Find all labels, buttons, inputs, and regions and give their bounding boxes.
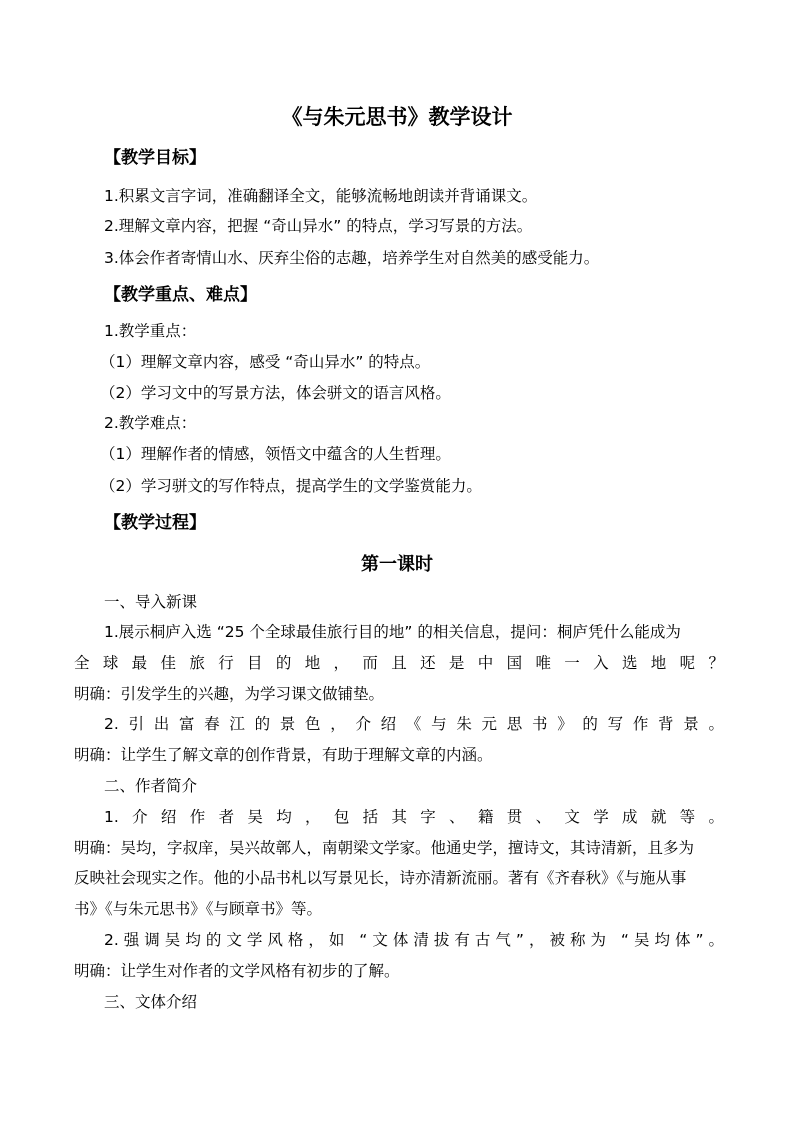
key-point-item-1: （1）理解文章内容，感受 “奇山异水” 的特点。 bbox=[100, 353, 431, 371]
part2-paragraph2-line1: 2.强调吴均的文学风格，如 “文体清拔有古气”，被称为 “吴均体”。 bbox=[104, 931, 724, 949]
part2-paragraph1-line2: 明确：吴均，字叔庠，吴兴故鄣人，南朝梁文学家。他通史学，擅诗文，其诗清新，且多为 bbox=[74, 839, 695, 857]
difficult-point-item-1: （1）理解作者的情感，领悟文中蕴含的人生哲理。 bbox=[100, 445, 451, 463]
part2-paragraph1-line1: 1.介绍作者吴均，包括其字、籍贯、文学成就等。 bbox=[104, 808, 724, 826]
part2-paragraph2-line2: 明确：让学生对作者的文学风格有初步的了解。 bbox=[74, 962, 400, 980]
difficult-point-item-2: （2）学习骈文的写作特点，提高学生的文学鉴赏能力。 bbox=[100, 477, 482, 495]
part2-paragraph1-line3: 反映社会现实之作。他的小品书札以写景见长，诗亦清新流丽。著有《齐春秋》《与施从事 bbox=[74, 869, 687, 887]
part2-paragraph1-line4: 书》《与朱元思书》《与顾章书》等。 bbox=[74, 900, 323, 918]
document-title: 《与朱元思书》教学设计 bbox=[281, 105, 513, 129]
part2-heading: 二、作者简介 bbox=[104, 777, 198, 795]
part1-paragraph2-line1: 2.引出富春江的景色，介绍《与朱元思书》的写作背景。 bbox=[104, 715, 724, 733]
section-heading-goals: 【教学目标】 bbox=[104, 148, 206, 168]
part1-paragraph1-line2: 全球最佳旅行目的地，而且还是中国唯一入选地呢？ bbox=[74, 654, 724, 672]
difficult-points-heading: 2.教学难点： bbox=[104, 414, 197, 432]
section-heading-key-points: 【教学重点、难点】 bbox=[104, 285, 257, 305]
part3-heading: 三、文体介绍 bbox=[104, 993, 198, 1011]
goal-item-1: 1.积累文言字词，准确翻译全文，能够流畅地朗读并背诵课文。 bbox=[104, 187, 538, 205]
section-heading-process: 【教学过程】 bbox=[104, 513, 206, 533]
key-points-heading: 1.教学重点： bbox=[104, 322, 197, 340]
goal-item-2: 2.理解文章内容，把握 “奇山异水” 的特点，学习写景的方法。 bbox=[104, 217, 533, 235]
part1-paragraph1-line3: 明确：引发学生的兴趣，为学习课文做铺垫。 bbox=[74, 685, 385, 703]
part1-heading: 一、导入新课 bbox=[104, 593, 198, 611]
key-point-item-2: （2）学习文中的写景方法，体会骈文的语言风格。 bbox=[100, 384, 451, 402]
lesson-title: 第一课时 bbox=[361, 554, 433, 575]
goal-item-3: 3.体会作者寄情山水、厌弃尘俗的志趣，培养学生对自然美的感受能力。 bbox=[104, 249, 600, 267]
part1-paragraph2-line2: 明确：让学生了解文章的创作背景，有助于理解文章的内涵。 bbox=[74, 746, 493, 764]
part1-paragraph1-line1: 1.展示桐庐入选 “25 个全球最佳旅行目的地” 的相关信息，提问：桐庐凭什么能成为 bbox=[104, 623, 681, 641]
